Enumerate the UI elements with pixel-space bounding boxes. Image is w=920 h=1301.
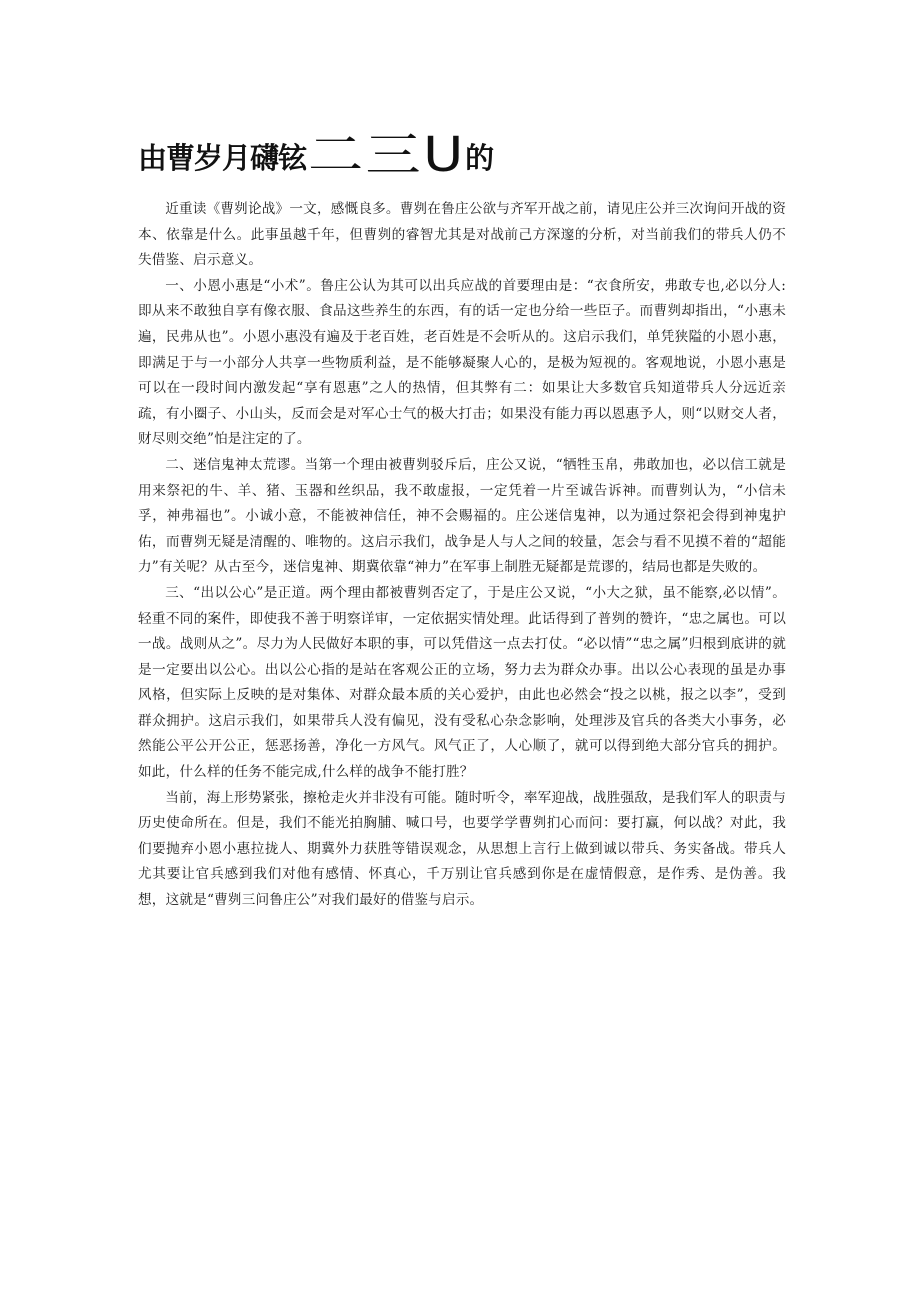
article-body (138, 197, 786, 914)
paragraph-section-2: 二、迷信鬼神太荒谬。当第一个理由被曹刿驳斥后，庄公又说，“牺牲玉帛，弗敢加也，必以信工就是用来祭祀的牛、羊、猪、玉器和丝织品，我不敢虚报，一定凭着一片至诚告诉神。而曹刿认为，“小信未孚，神弗福也”。小诚小意，不能被神信任，神不会赐福的。庄公迷信鬼神，以为通过祭祀会得到神鬼护佑，而曹刿无疑是清醒的、唯物的。这启示我们，战争是人与人之间的较量，怎会与看不见摸不着的“超能力”有关呢？从古至今，迷信鬼神、期冀依靠“神力”在军事上制胜无疑都是荒谬的，结局也都是失败的。 (138, 456, 786, 576)
paragraph-intro: 近重读《曹刿论战》一文，感慨良多。曹刿在鲁庄公欲与齐军开战之前，请见庄公并三次询问开战的资本、依靠是什么。此事虽越千年，但曹刿的睿智尤其是对战前己方深邃的分析，对当前我们的带兵人仍不失借鉴、启示意义。 (138, 201, 786, 269)
paragraph-section-1: 一、小恩小惠是“小术”。鲁庄公认为其可以出兵应战的首要理由是：“衣食所安，弗敢专也,必以分人:即从来不敢独自享有像衣服、食品这些养生的东西，有的话一定也分给一些臣子。而曹刿却指出，“小惠未遍，民弗从也”。小恩小惠没有遍及于老百姓，老百姓是不会听从的。这启示我们，单凭狭隘的小恩小惠，即满足于与一小部分人共享一些物质利益，是不能够凝聚人心的，是极为短视的。客观地说，小恩小惠是可以在一段时间内激发起“享有恩惠”之人的热情，但其弊有二：如果让大多数官兵知道带兵人分远近亲疏，有小圈子、小山头，反而会是对军心士气的极大打击；如果没有能力再以恩惠予人，则“以财交人者，财尽则交绝”怕是注定的了。 (138, 277, 786, 448)
title-part-1: 由曹岁月礴铉 (138, 141, 307, 175)
paragraph-section-3: 三、“出以公心”是正道。两个理由都被曹刿否定了，于是庄公又说，“小大之狱，虽不能察,必以情”。轻重不同的案件，即使我不善于明察详审，一定依据实情处理。此话得到了普刿的赞许，“忠之属也。可以一战。战则从之”。尽力为人民做好本职的事，可以凭借这一点去打仗。“必以情”“忠之属”归根到底讲的就是一定要出以公心。出以公心指的是站在客观公正的立场，努力去为群众办事。出以公心表现的虽是办事风格，但实际上反映的是对集体、对群众最本质的关心爱护，由此也必然会“投之以桃，报之以李”，受到群众拥护。这启示我们，如果带兵人没有偏见，没有受私心杂念影响，处理涉及官兵的各类大小事务，必然能公平公开公正，惩恶扬善，净化一方风气。风气正了，人心顺了，就可以得到绝大部分官兵的拥护。如此，什么样的任务不能完成,什么样的战争不能打胜？ (138, 584, 786, 781)
paragraph-conclusion: 当前，海上形势紧张，擦枪走火并非没有可能。随时听令，率军迎战，战胜强敌，是我们军人的职责与历史使命所在。但是，我们不能光拍胸脯、喊口号，也要学学曹刿扪心而问：要打赢，何以战？对此，我们要抛弃小恩小惠拉拢人、期冀外力获胜等错误观念，从思想上言行上做到诚以带兵、务实备战。带兵人尤其要让官兵感到我们对他有感情、怀真心，千万别让官兵感到你是在虚情假意，是作秀、是伪善。我想，这就是“曹刿三问鲁庄公”对我们最好的借鉴与启示。 (138, 789, 786, 909)
title-part-2: 二三U (308, 127, 466, 183)
page-title (138, 127, 838, 183)
title-part-3: 的 (465, 141, 495, 175)
